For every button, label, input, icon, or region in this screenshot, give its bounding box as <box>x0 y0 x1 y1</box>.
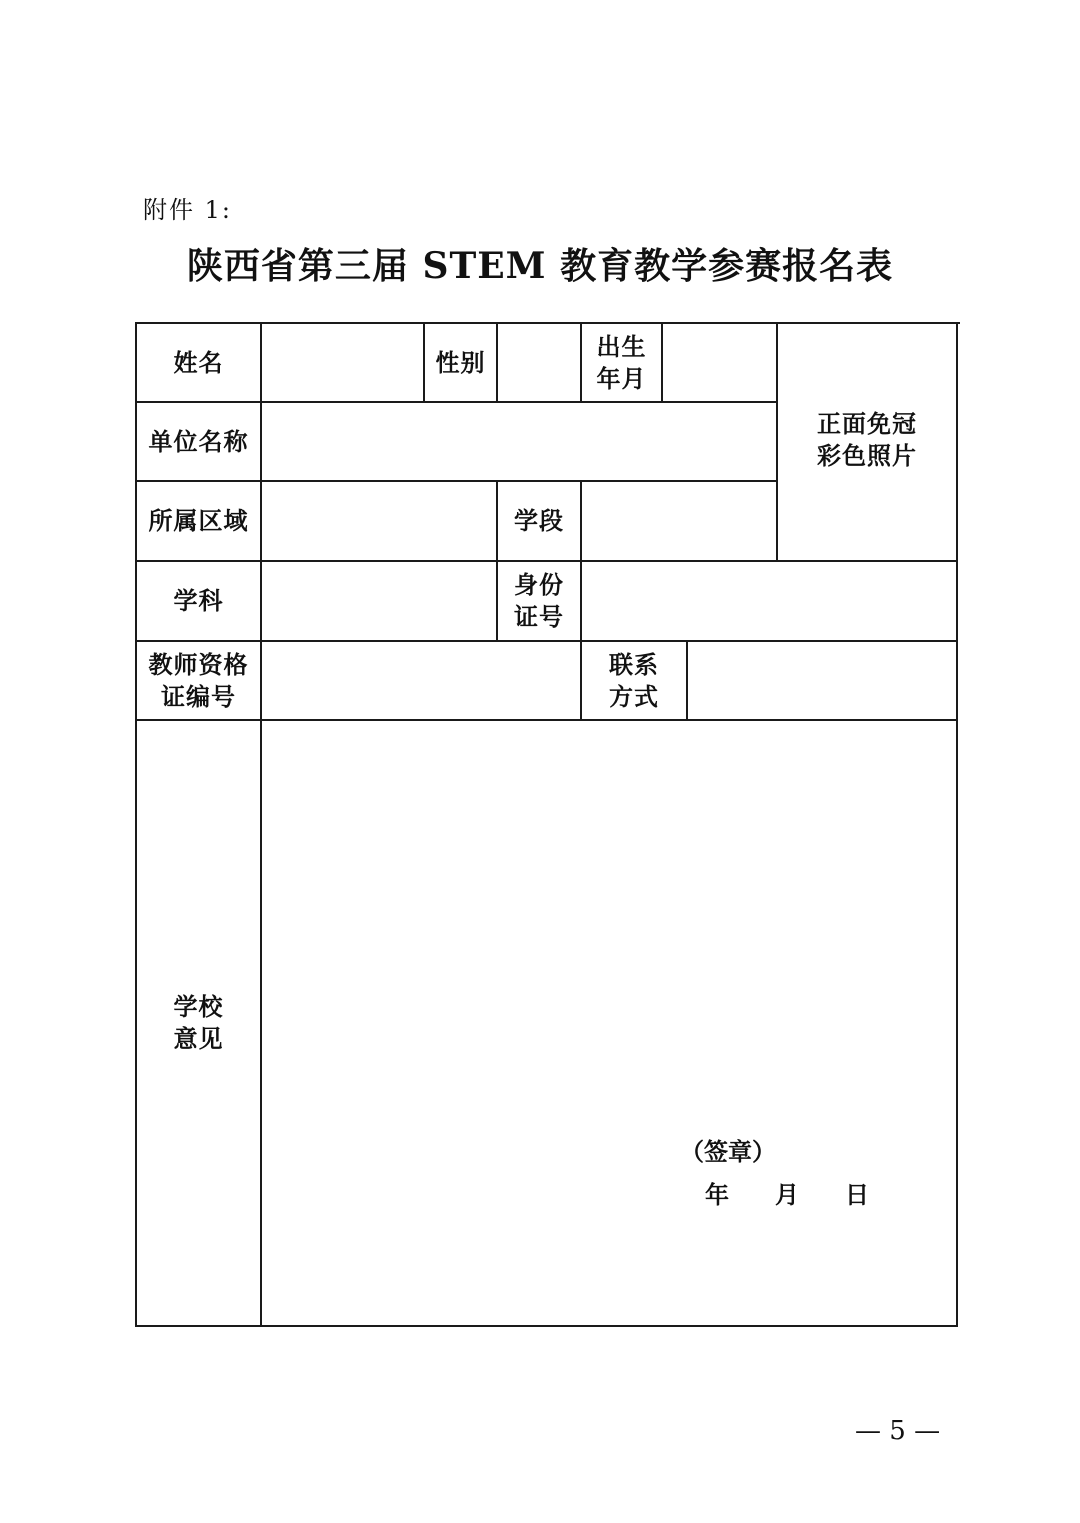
date-day-label: 日 <box>845 1180 869 1209</box>
page-number: — 5 — <box>855 1416 941 1446</box>
table-border-bottom <box>135 1325 957 1327</box>
attachment-label: 附件 1: <box>143 196 232 224</box>
unit-name-label: 单位名称 <box>148 426 249 456</box>
birth-date-field[interactable] <box>663 324 776 401</box>
birth-date-label: 出生 年月 <box>596 331 647 393</box>
school-stage-label: 学段 <box>514 506 564 535</box>
date-row <box>705 1175 869 1210</box>
school-opinion-label: 学校 意见 <box>173 992 224 1053</box>
gender-field[interactable] <box>498 324 580 401</box>
id-number-label: 身份 证号 <box>514 570 564 631</box>
photo-placeholder[interactable]: 正面免冠 彩色照片 <box>817 409 917 470</box>
teacher-certificate-label: 教师资格 证编号 <box>148 649 249 711</box>
table-border-right <box>956 322 958 1327</box>
date-year-label: 年 <box>705 1180 729 1209</box>
form-title: 陕西省第三届 STEM 教育教学参赛报名表 <box>186 245 894 287</box>
school-opinion-field[interactable] <box>262 721 956 1325</box>
name-field[interactable] <box>262 324 423 401</box>
region-label: 所属区域 <box>148 506 249 535</box>
contact-field[interactable] <box>688 642 956 719</box>
school-stage-field[interactable] <box>582 482 776 560</box>
signature-stamp-label: （签章） <box>680 1137 776 1166</box>
id-number-field[interactable] <box>582 562 956 640</box>
subject-label: 学科 <box>173 586 224 615</box>
name-label: 姓名 <box>173 347 224 377</box>
date-month-label: 月 <box>775 1180 799 1209</box>
unit-name-field[interactable] <box>262 403 776 480</box>
teacher-certificate-field[interactable] <box>262 642 580 719</box>
contact-label: 联系 方式 <box>609 649 659 711</box>
region-field[interactable] <box>262 482 496 560</box>
gender-label: 性别 <box>435 347 486 377</box>
subject-field[interactable] <box>262 562 496 640</box>
